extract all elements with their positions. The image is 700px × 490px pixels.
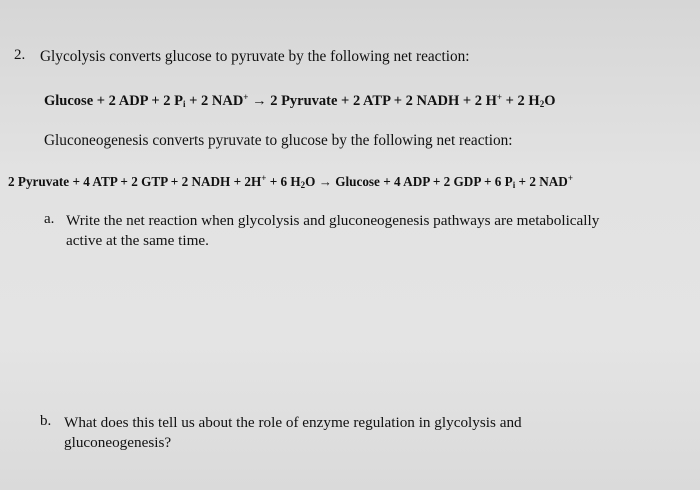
eq2-reactants-b: + 6 H	[266, 174, 301, 189]
part-b-line2: gluconeogenesis?	[64, 434, 172, 451]
gluconeogenesis-intro: Gluconeogenesis converts pyruvate to glucose by the following net reaction:	[44, 132, 513, 149]
question-number: 2.	[14, 47, 26, 63]
part-a-line1: Write the net reaction when glycolysis and gluconeogenesis pathways are metabolically	[66, 212, 600, 229]
eq1-products-c: O	[544, 93, 556, 109]
eq1-sub-i: i	[182, 99, 186, 109]
eq2-sub-i: i	[512, 180, 516, 190]
eq1-arrow: →	[248, 93, 271, 109]
part-b-line1: What does this tell us about the role of enzyme regulation in glycolysis and	[64, 414, 522, 431]
eq2-sup-plus: +	[261, 173, 267, 183]
gluconeogenesis-equation	[8, 172, 573, 192]
eq2-reactants-c: O	[305, 174, 316, 189]
eq1-products-b: + 2 H	[502, 93, 540, 109]
eq1-sup-plus: +	[243, 92, 249, 102]
eq1-reactants-a: Glucose + 2 ADP + 2 P	[44, 93, 183, 109]
eq2-reactants-a: 2 Pyruvate + 4 ATP + 2 GTP + 2 NADH + 2H	[8, 174, 262, 189]
eq2-sub-2: 2	[300, 180, 306, 190]
eq1-sup-plus-2: +	[496, 92, 503, 102]
eq1-reactants-b: + 2 NAD	[185, 93, 244, 109]
glycolysis-equation	[44, 91, 556, 111]
eq1-sub-2: 2	[539, 99, 545, 109]
eq2-products-a: Glucose + 4 ADP + 2 GDP + 6 P	[335, 174, 513, 189]
glycolysis-intro: Glycolysis converts glucose to pyruvate by the following net reaction:	[40, 48, 470, 65]
eq2-products-b: + 2 NAD	[515, 174, 568, 189]
part-a-line2: active at the same time.	[66, 232, 209, 249]
eq1-products-a: 2 Pyruvate + 2 ATP + 2 NADH + 2 H	[270, 93, 497, 109]
part-a-label: a.	[44, 211, 55, 227]
part-b-label: b.	[40, 413, 52, 429]
eq2-sup-plus-2: +	[567, 173, 573, 183]
eq2-arrow: →	[315, 174, 336, 189]
